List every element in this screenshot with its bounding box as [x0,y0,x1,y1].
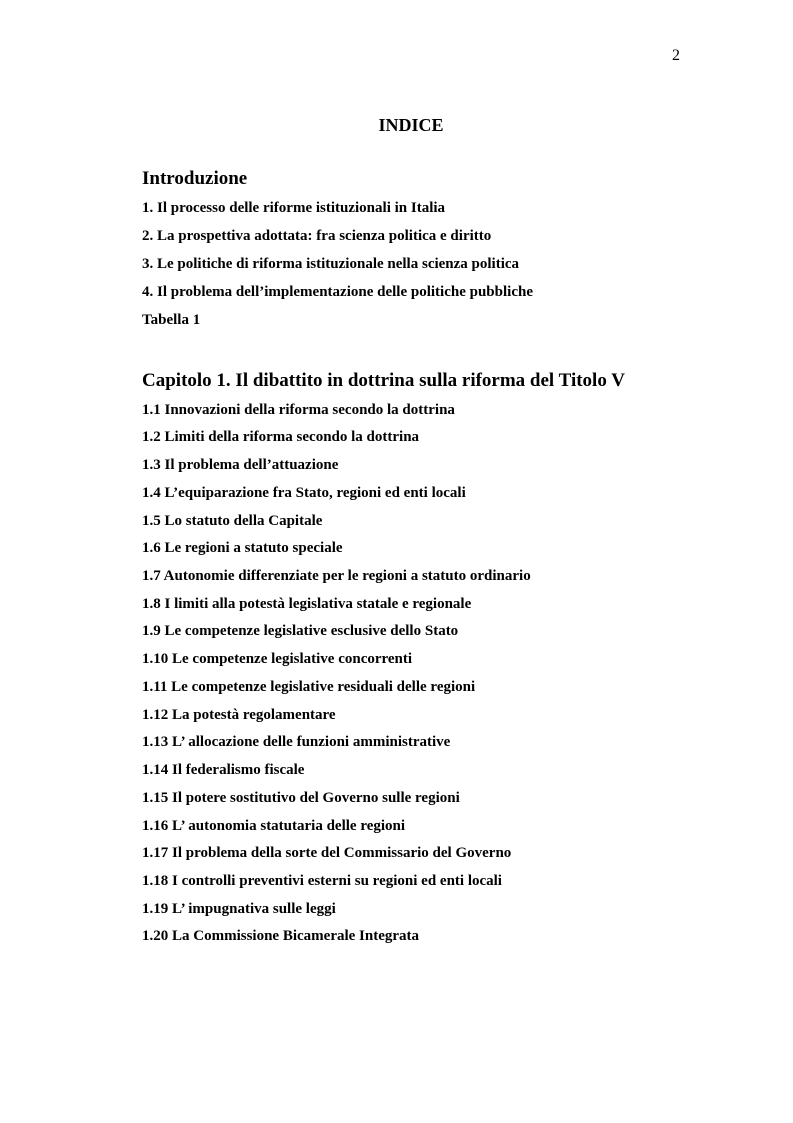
toc-entry: 1.5 Lo statuto della Capitale [142,512,323,529]
toc-entry: 3. Le politiche di riforma istituzionale nella scienza politica [142,256,520,272]
toc-entry: 1.2 Limiti della riforma secondo la dottrina [142,429,420,446]
toc-entry: 1.19 L’ impugnativa sulle leggi [142,900,336,917]
toc-entry: 4. Il problema dell’implementazione delle politiche pubbliche [142,284,533,300]
toc-entry: 1.8 I limiti alla potestà legislativa statale e regionale [142,595,472,612]
chapter1-section [142,370,753,946]
toc-entry: 1.14 Il federalismo fiscale [142,762,305,779]
toc-entry: 1.13 L’ allocazione delle funzioni amministrative [142,734,451,751]
toc-entry: 1.6 Le regioni a statuto speciale [142,540,343,557]
toc-entry: 1. Il processo delle riforme istituzionali in Italia [142,200,446,216]
chapter1-heading: Capitolo 1. Il dibattito in dottrina sulla riforma del Titolo V [142,370,625,391]
toc-entry: 1.10 Le competenze legislative concorrenti [142,651,413,668]
toc-entry: 1.17 Il problema della sorte del Commissario del Governo [142,845,512,862]
toc-entry: 1.4 L’equiparazione fra Stato, regioni ed enti locali [142,484,466,501]
index-title: INDICE [378,115,444,135]
toc-entry: 1.18 I controlli preventivi esterni su regioni ed enti locali [142,872,502,889]
toc-entry: Tabella 1 [142,312,201,328]
introduction-section [142,168,753,330]
toc-entry: 1.7 Autonomie differenziate per le regioni a statuto ordinario [142,568,531,585]
introduction-heading: Introduzione [142,168,248,189]
toc-entry: 1.20 La Commissione Bicamerale Integrata [142,928,420,945]
toc-entry: 2. La prospettiva adottata: fra scienza politica e diritto [142,228,492,244]
toc-entry: 1.12 La potestà regolamentare [142,706,336,723]
toc-entry: 1.1 Innovazioni della riforma secondo la dottrina [142,401,455,418]
toc-entry: 1.3 Il problema dell’attuazione [142,457,339,474]
toc-entry: 1.15 Il potere sostitutivo del Governo sulle regioni [142,789,460,806]
page-number: 2 [672,47,680,64]
toc-entry: 1.16 L’ autonomia statutaria delle regioni [142,817,406,834]
toc-entry: 1.9 Le competenze legislative esclusive dello Stato [142,623,459,640]
toc-entry: 1.11 Le competenze legislative residuali delle regioni [142,678,476,695]
